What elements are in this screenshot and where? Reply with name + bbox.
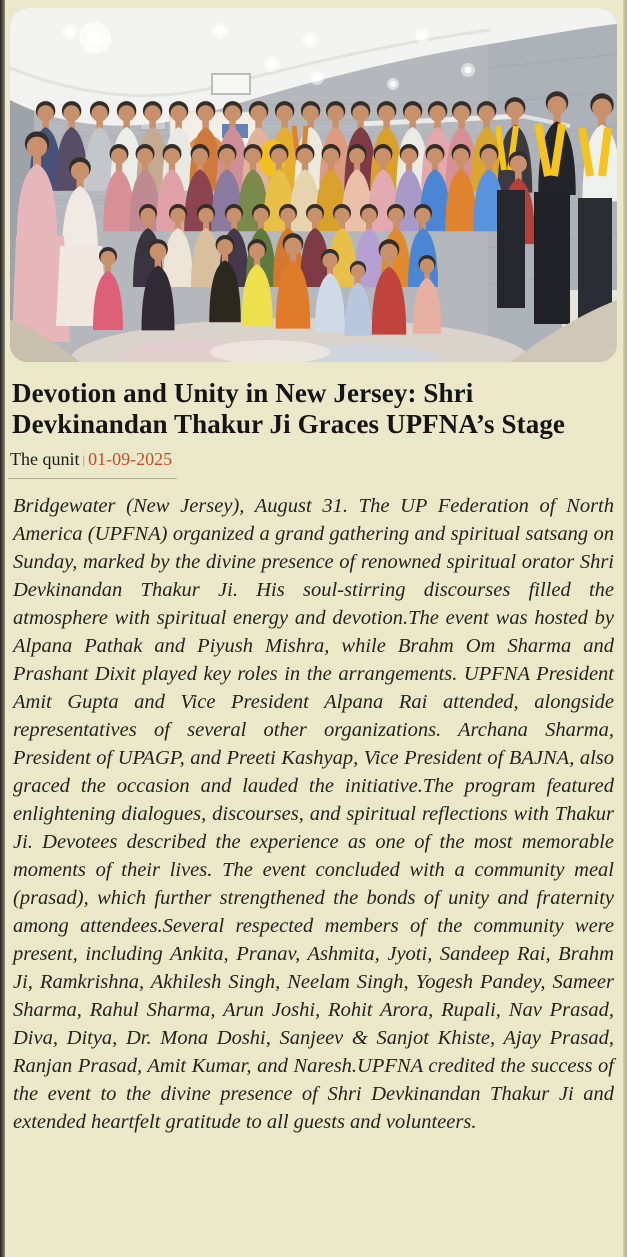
article-body: Bridgewater (New Jersey), August 31. The UP Federation of North America (UPFNA) organized a grand gathering and spiritual satsang on Sunday, marked by the divine presence of renowned spiritual orator Shri Devkinandan Thakur Ji. His soul-stirring discourses filled the atmosphere with spiritual energy and devotion.The event was hosted by Alpana Pathak and Piyush Mishra, while Brahm Om Sharma and Prashant Dixit played key roles in the arrangements. UPFNA President Amit Gupta and Vice President Alpana Rai attended, alongside representatives of several other organizations. Archana Sharma, President of UPAGP, and Preeti Kashyap, Vice President of BAJNA, also graced the occasion and lauded the initiative.The program featured enlightening dialogues, discourses, and spiritual reflections with Thakur Ji. Devotees described the experience as one of the most memorable moments of their lives. The event concluded with a community meal (prasad), which further strengthened the bonds of unity and fraternity among attendees.Several respected members of the community were present, including Ankita, Pranav, Ashmita, Jyoti, Sandeep Rai, Brahm Ji, Ramkrishna, Akhilesh Singh, Neelam Singh, Yogesh Pandey, Sameer Sharma, Rahul Sharma, Arun Joshi, Rohit Arora, Rupali, Nav Prasad, Diva, Ditya, Dr. Mona Doshi, Sanjeev & Sanjot Khiste, Ajay Prasad, Ranjan Prasad, Amit Kumar, and Naresh.UPFNA credited the success of the event to the divine presence of Shri Devkinandan Thakur Ji and extended heartfelt gratitude to all guests and volunteers. [13, 495, 614, 1133]
page-right-edge [623, 0, 627, 1257]
headline: Devotion and Unity in New Jersey: Shri Devkinandan Thakur Ji Graces UPFNA’s Stage [12, 378, 566, 439]
byline-row [8, 449, 627, 479]
byline-separator: | [82, 452, 86, 467]
event-photo [10, 8, 617, 362]
page-left-edge [0, 0, 5, 1257]
byline [8, 449, 177, 479]
byline-source: The qunit [10, 449, 80, 469]
window [212, 74, 250, 94]
byline-date: 01-09-2025 [88, 449, 173, 469]
